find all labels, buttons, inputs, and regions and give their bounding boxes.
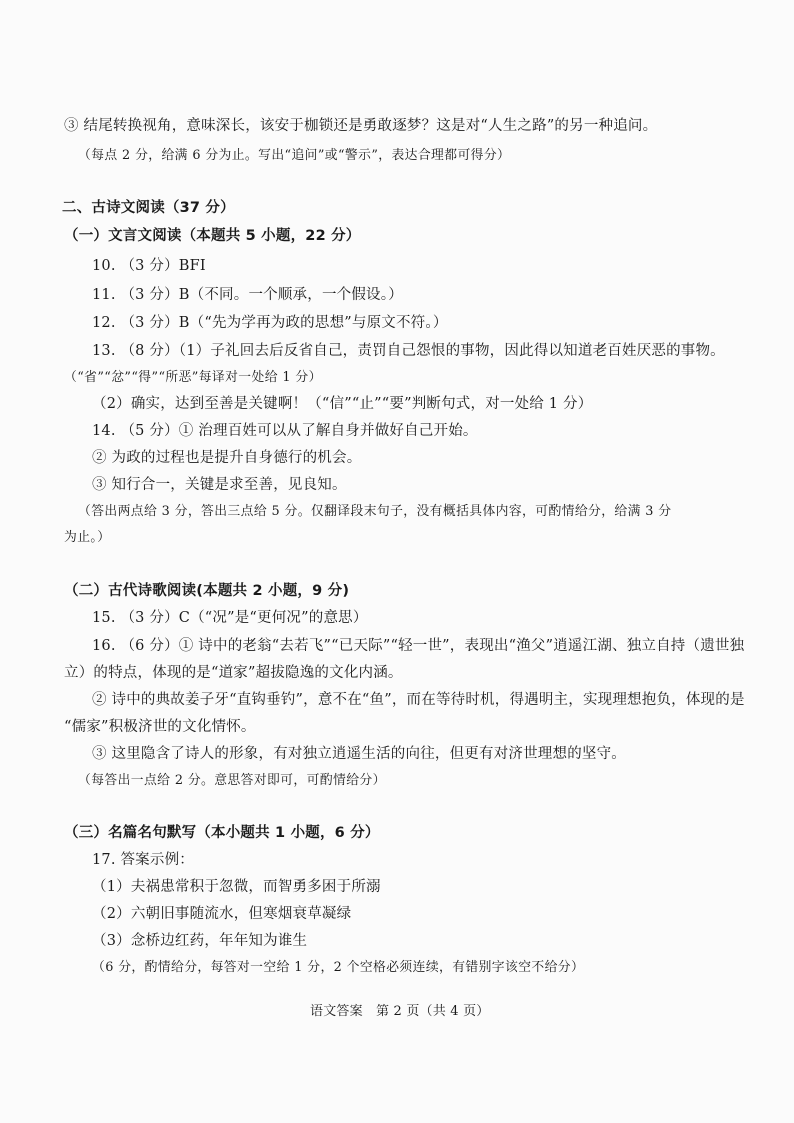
answer-13-part-1: 13. （8 分）（1）子礼回去后反省自己，责罚自己怨恨的事物，因此得以知道老百姓厌恶的事物。	[92, 343, 725, 359]
answer-13-part-2: （2）确实，达到至善是关键啊！（“信”“止”“要”判断句式，对一处给 1 分）	[92, 396, 593, 412]
answer-17-item-2: （2）六朝旧事随流水，但寒烟衰草凝绿	[92, 906, 352, 922]
section-2-heading: 二、古诗文阅读（37 分）	[62, 200, 235, 216]
answer-14-point-1: 14. （5 分）① 治理百姓可以从了解自身并做好自己开始。	[92, 423, 478, 439]
answer-16-point-1: 16. （6 分）① 诗中的老翁“去若飞”“已天际”“轻一世”，表现出“渔父”逍遥江湖、独立自持（遗世独	[92, 638, 745, 654]
answer-13-note-1: （“省”“忿”“得”“所恶”每译对一处给 1 分）	[64, 370, 322, 385]
answer-14-note: （答出两点给 3 分，答出三点给 5 分。仅翻译段末句子，没有概括具体内容，可酌情给分，给满 3 分	[78, 504, 672, 519]
answer-12: 12. （3 分）B（“先为学再为政的思想”与原文不符。）	[92, 315, 448, 331]
answer-17-note: （6 分，酌情给分，每答对一空给 1 分，2 个空格必须连续，有错别字该空不给分）	[92, 960, 585, 975]
answer-14-point-2: ② 为政的过程也是提升自身德行的机会。	[92, 450, 362, 466]
page-footer: 语文答案 第 2 页（共 4 页）	[310, 1004, 490, 1019]
q9-point-3: ③ 结尾转换视角，意味深长，该安于枷锁还是勇敢逐梦？这是对“人生之路”的另一种追问。	[64, 118, 658, 134]
answer-17-item-3: （3）念桥边红药，年年知为谁生	[92, 933, 308, 949]
subsection-1-heading: （一）文言文阅读（本题共 5 小题，22 分）	[64, 228, 361, 244]
answer-17-intro: 17. 答案示例：	[92, 852, 194, 868]
answer-16-point-1-cont: 立）的特点，体现的是“道家”超拔隐逸的文化内涵。	[64, 665, 403, 681]
subsection-2-heading: （二）古代诗歌阅读(本题共 2 小题，9 分)	[64, 583, 350, 599]
answer-15: 15. （3 分）C（“况”是“更何况”的意思）	[92, 610, 368, 626]
answer-14-point-3: ③ 知行合一，关键是求至善，见良知。	[92, 477, 347, 493]
answer-16-point-3: ③ 这里隐含了诗人的形象，有对独立逍遥生活的向往，但更有对济世理想的坚守。	[92, 746, 627, 762]
answer-16-point-2: ② 诗中的典故姜子牙“直钩垂钓”，意不在“鱼”，而在等待时机，得遇明主，实现理想抱负，体现的是	[92, 692, 745, 708]
answer-16-point-2-cont: “儒家”积极济世的文化情怀。	[64, 719, 256, 735]
subsection-3-heading: （三）名篇名句默写（本小题共 1 小题，6 分）	[64, 825, 380, 841]
answer-10: 10. （3 分）BFI	[92, 258, 206, 274]
answer-14-note-end: 为止。）	[64, 530, 111, 545]
answer-17-item-1: （1）夫祸患常积于忽微，而智勇多困于所溺	[92, 879, 381, 895]
answer-11: 11. （3 分）B（不同。一个顺承，一个假设。）	[92, 287, 403, 303]
answer-16-note: （每答出一点给 2 分。意思答对即可，可酌情给分）	[78, 773, 386, 788]
q9-scoring-note: （每点 2 分，给满 6 分为止。写出“追问”或“警示”，表达合理都可得分）	[78, 148, 511, 163]
